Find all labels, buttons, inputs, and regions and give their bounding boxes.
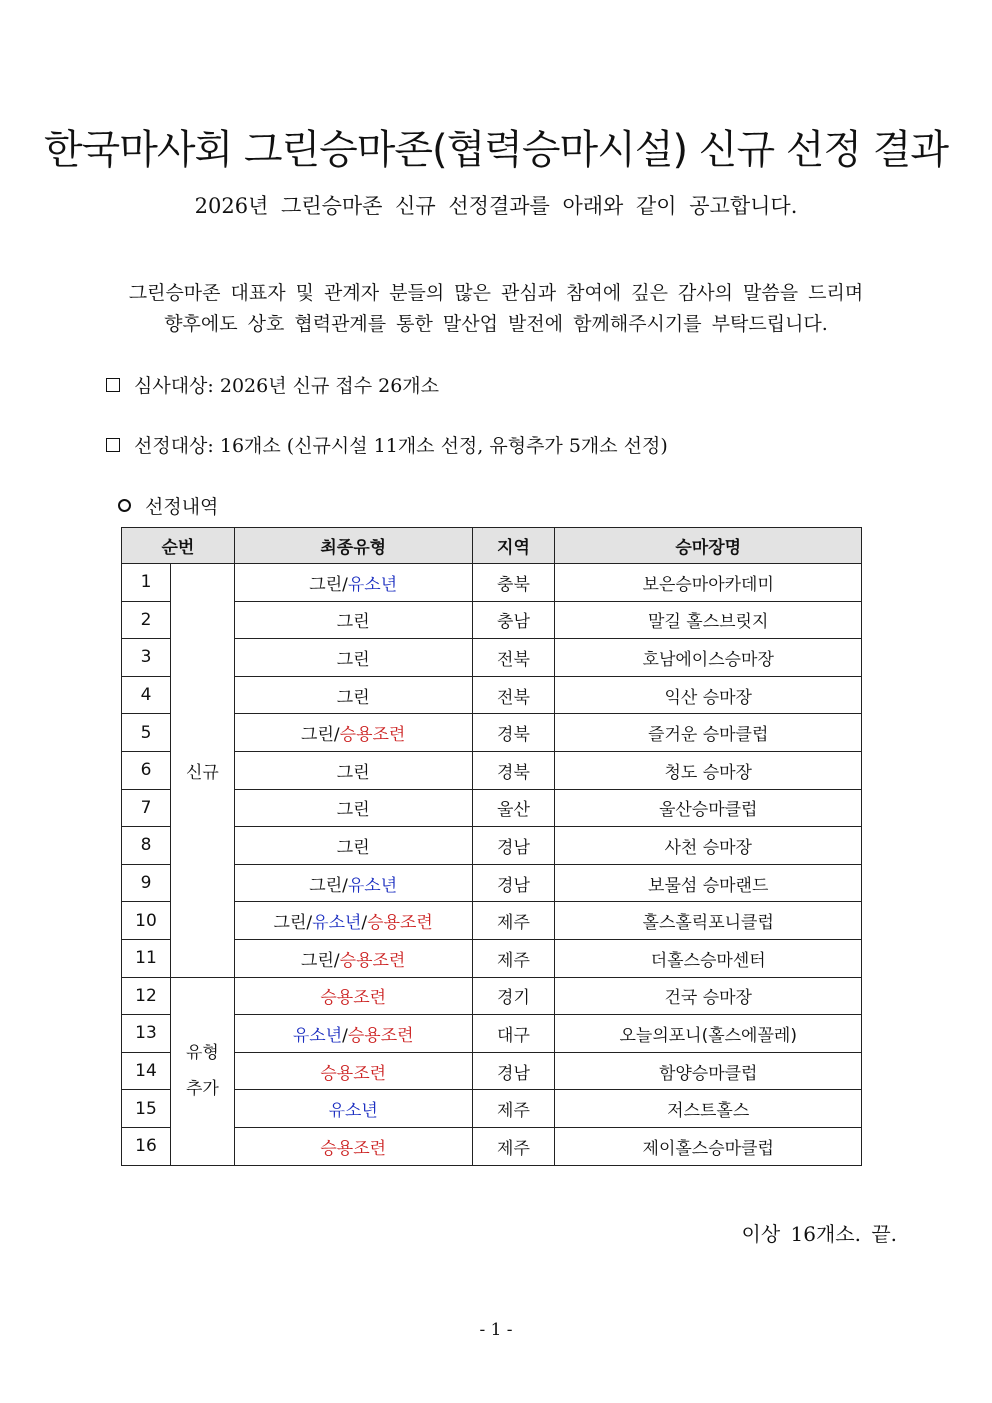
row-type (234, 977, 472, 1015)
review-target-text: 심사대상: 2026년 신규 접수 26개소 (134, 375, 439, 397)
intro-line-1: 그린승마존 대표자 및 관계자 분들의 많은 관심과 참여에 깊은 감사의 말씀을 드리며 (128, 282, 864, 304)
row-no: 11 (122, 939, 171, 977)
row-no: 12 (122, 977, 171, 1015)
row-name: 익산 승마장 (555, 676, 862, 714)
type-green: 그린 (273, 913, 307, 934)
row-region: 경북 (472, 714, 555, 752)
row-region: 경북 (472, 751, 555, 789)
row-name: 함양승마클럽 (555, 1052, 862, 1090)
type-sep: / (342, 574, 348, 595)
row-name: 보물섬 승마랜드 (555, 864, 862, 902)
group-add-line-2: 추가 (185, 1079, 219, 1100)
review-target-item (106, 371, 439, 398)
row-region: 경기 (472, 977, 555, 1015)
type-riding: 승용조련 (320, 988, 387, 1009)
row-type (234, 1015, 472, 1053)
row-type (234, 902, 472, 940)
header-type: 최종유형 (234, 528, 472, 564)
type-green: 그린 (336, 649, 370, 670)
type-sep: / (342, 875, 348, 896)
row-region: 경남 (472, 1052, 555, 1090)
closing-text: 이상 16개소. 끝. (741, 1222, 897, 1246)
page-number: - 1 - (479, 1320, 513, 1340)
type-riding: 승용조련 (339, 725, 406, 746)
type-green: 그린 (336, 837, 370, 858)
type-riding: 승용조련 (367, 913, 433, 934)
document-title: 한국마사회 그린승마존(협력승마시설) 신규 선정 결과 (43, 127, 949, 173)
row-no: 7 (122, 789, 171, 827)
type-green: 그린 (336, 762, 370, 783)
type-youth: 유소년 (292, 1025, 343, 1046)
row-type (234, 827, 472, 865)
row-region: 울산 (472, 789, 555, 827)
type-green: 그린 (309, 875, 343, 896)
row-no: 5 (122, 714, 171, 752)
row-name: 사천 승마장 (555, 827, 862, 865)
table-row (122, 564, 862, 602)
row-region: 제주 (472, 902, 555, 940)
type-sep: / (333, 950, 340, 971)
type-sep: / (306, 913, 313, 934)
type-riding: 승용조련 (339, 950, 406, 971)
row-type (234, 1090, 472, 1128)
type-green: 그린 (301, 725, 334, 746)
circle-bullet-icon (118, 499, 131, 512)
type-riding: 승용조련 (320, 1138, 387, 1159)
selection-target-text: 선정대상: 16개소 (신규시설 11개소 선정, 유형추가 5개소 선정) (134, 435, 668, 457)
square-bullet-icon (106, 378, 120, 392)
row-name: 제이홀스승마클럽 (555, 1127, 862, 1165)
row-no: 1 (122, 564, 171, 602)
square-bullet-icon (106, 438, 120, 452)
type-green: 그린 (336, 612, 370, 633)
row-region: 제주 (472, 939, 555, 977)
row-region: 충남 (472, 601, 555, 639)
type-green: 그린 (336, 800, 370, 821)
intro-line-2: 향후에도 상호 협력관계를 통한 말산업 발전에 함께해주시기를 부탁드립니다. (164, 313, 828, 335)
type-green: 그린 (301, 950, 334, 971)
row-region: 제주 (472, 1127, 555, 1165)
row-region: 경남 (472, 864, 555, 902)
selection-target-item (106, 431, 668, 458)
header-name: 승마장명 (555, 528, 862, 564)
row-no: 10 (122, 902, 171, 940)
group-add-line-1: 유형 (185, 1043, 219, 1064)
row-no: 9 (122, 864, 171, 902)
row-type (234, 639, 472, 677)
header-no: 순번 (122, 528, 235, 564)
type-youth: 유소년 (328, 1101, 378, 1122)
row-name: 저스트홀스 (555, 1090, 862, 1128)
row-name: 말길 홀스브릿지 (555, 601, 862, 639)
row-no: 15 (122, 1090, 171, 1128)
type-green: 그린 (309, 574, 343, 595)
row-name: 호남에이스승마장 (555, 639, 862, 677)
row-type (234, 1127, 472, 1165)
row-name: 홀스홀릭포니클럽 (555, 902, 862, 940)
row-type (234, 789, 472, 827)
row-region: 충북 (472, 564, 555, 602)
row-name: 더홀스승마센터 (555, 939, 862, 977)
type-green: 그린 (336, 687, 370, 708)
row-type (234, 939, 472, 977)
row-no: 2 (122, 601, 171, 639)
row-type (234, 601, 472, 639)
table-header-row (122, 528, 862, 564)
row-no: 16 (122, 1127, 171, 1165)
row-type (234, 751, 472, 789)
row-name: 건국 승마장 (555, 977, 862, 1015)
type-sep: / (361, 913, 368, 934)
row-no: 13 (122, 1015, 171, 1053)
type-sep: / (333, 725, 340, 746)
row-type (234, 864, 472, 902)
selection-section-heading (118, 492, 218, 519)
row-region: 경남 (472, 827, 555, 865)
selection-table (121, 527, 862, 1166)
row-region: 대구 (472, 1015, 555, 1053)
row-region: 전북 (472, 676, 555, 714)
row-name: 보은승마아카데미 (555, 564, 862, 602)
type-youth: 유소년 (312, 913, 362, 934)
type-youth: 유소년 (347, 875, 398, 896)
row-type (234, 714, 472, 752)
group-new: 신규 (170, 564, 234, 978)
intro-paragraph (90, 278, 902, 340)
table-row (122, 977, 862, 1015)
row-type (234, 564, 472, 602)
type-riding: 승용조련 (320, 1063, 387, 1084)
row-no: 3 (122, 639, 171, 677)
row-no: 14 (122, 1052, 171, 1090)
header-region: 지역 (472, 528, 555, 564)
type-sep: / (342, 1025, 348, 1046)
document-subtitle: 2026년 그린승마존 신규 선정결과를 아래와 같이 공고합니다. (194, 194, 798, 218)
row-no: 6 (122, 751, 171, 789)
row-region: 전북 (472, 639, 555, 677)
type-riding: 승용조련 (347, 1025, 414, 1046)
type-youth: 유소년 (347, 574, 398, 595)
row-no: 4 (122, 676, 171, 714)
row-no: 8 (122, 827, 171, 865)
group-type-add (170, 977, 234, 1165)
row-name: 울산승마클럽 (555, 789, 862, 827)
section-label: 선정내역 (145, 496, 219, 518)
row-type (234, 676, 472, 714)
row-name: 오늘의포니(홀스에꼴레) (555, 1015, 862, 1053)
row-region: 제주 (472, 1090, 555, 1128)
row-type (234, 1052, 472, 1090)
row-name: 청도 승마장 (555, 751, 862, 789)
row-name: 즐거운 승마클럽 (555, 714, 862, 752)
